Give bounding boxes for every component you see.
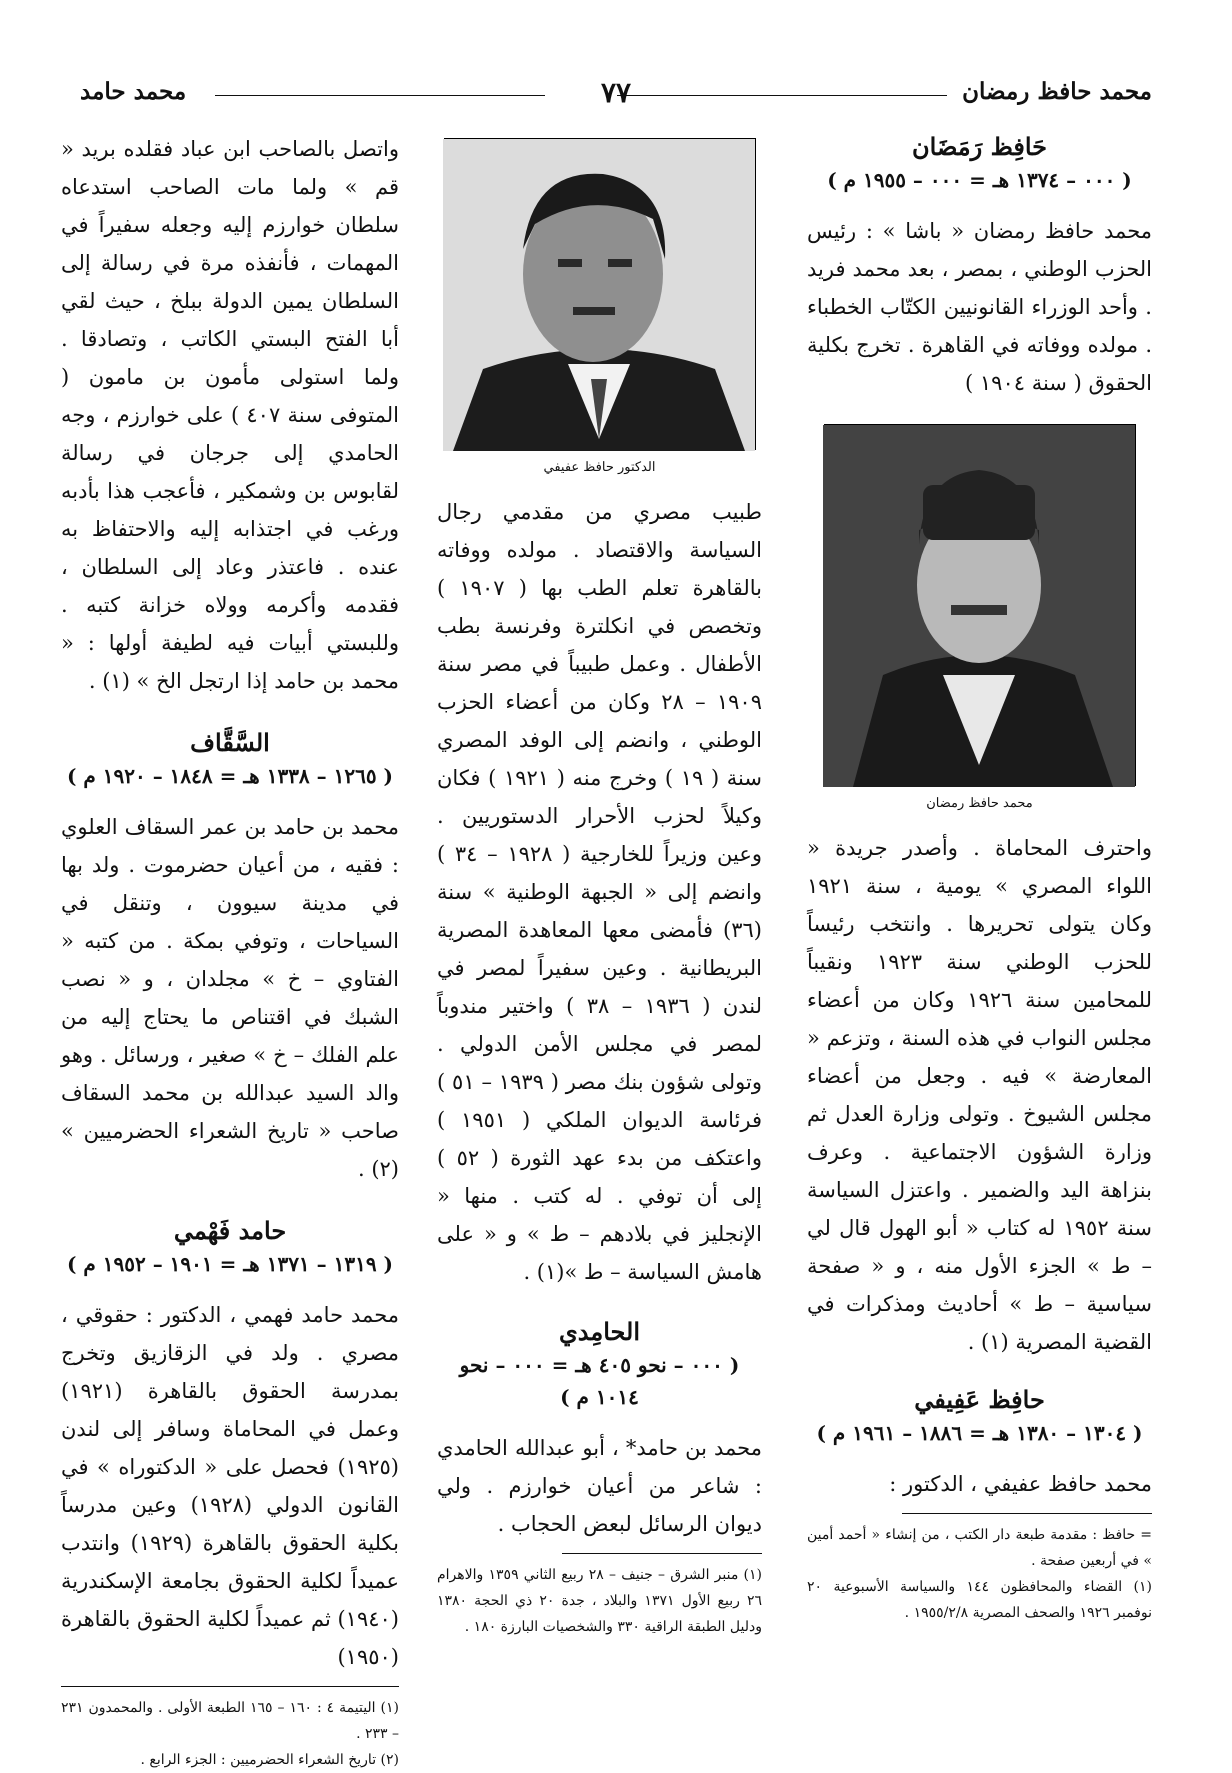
entry-title-hamidi: الحامِدي xyxy=(558,1317,641,1346)
entry-text-hamidi-cont: واتصل بالصاحب ابن عباد فقلده بريد « قم » ولما مات الصاحب استدعاه سلطان خوارزم إليه وجعله سفيراً في المهمات ، فأنفذه مرة في رسالة إلى السلطان يمين الدولة ببلخ ، حيث لقي أبا الفتح البستي الكاتب ، وتصادقا . ولما استولى مأمون بن مامون ( المتوفى سنة ٤٠٧ ) على خوارزم ، وجه الحامدي إلى جرجان في رسالة لقابوس بن وشمكير ، فأعجب هذا بأدبه ورغب في اجتذابه إليه والاحتفاظ به عنده . فاعتذر وعاد إلى السلطان ، فقدمه وأكرمه وولاه خزانة كتبه . وللبستي أبيات فيه لطيفة أولها : « محمد بن حامد إذا ارتجل الخ » (١) . xyxy=(61,137,399,693)
column-left xyxy=(61,130,399,1773)
portrait-photo-hafiz-afifi xyxy=(444,138,756,450)
running-head-left: محمد حامد xyxy=(80,78,187,105)
entry-text-hamid-fahmi: محمد حامد فهمي ، الدكتور : حقوقي ، مصري . ولد في الزقازيق وتخرج بمدرسة الحقوق بالقاهرة (١٩٢١) وعمل في المحاماة وسافر إلى لندن (١٩٢٥) فحصل على « الدكتوراه » في القانون الدولي (١٩٢٨) وعين مدرساً بكلية الحقوق بالقاهرة (١٩٢٩) وانتدب عميداً لكلية الحقوق بجامعة الإسكندرية (١٩٤٠) ثم عميداً لكلية الحقوق بالقاهرة (١٩٥٠) xyxy=(60,1303,399,1669)
footnote-middle: (١) منبر الشرق – جنيف – ٢٨ ربيع الثاني ١٣٥٩ والاهرام ٢٦ ربيع الأول ١٣٧١ والبلاد ، جدة ٢٠ ذي الحجة ١٣٨٠ ودليل الطبقة الراقية ٣٣٠ والشخصيات البارزة ١٨٠ . xyxy=(437,1567,763,1635)
entry-text-saqqaf: محمد بن حامد بن عمر السقاف العلوي : فقيه ، من أعيان حضرموت . ولد بها في مدينة سيوون ، وتنقل في السياحات ، وتوفي بمكة . من كتبه « الفتاوي – خ » مجلدان ، و « نصب الشبك في اقتناص ما يحتاج إليه من علم الفلك – خ » صغير ، ورسائل . وهو والد السيد عبدالله بن محمد السقاف صاحب « تاريخ الشعراء الحضرميين » (٢) . xyxy=(61,815,399,1181)
footnote-left-1: (١) اليتيمة ٤ : ١٦٠ – ١٦٥ الطبعة الأولى . والمحمدون ٢٣١ – ٢٣٣ . xyxy=(61,1700,399,1742)
entry-dates-hamidi: ( ٠٠٠ – نحو ٤٠٥ هـ = ٠٠٠ – نحو xyxy=(459,1353,740,1377)
header-rule-right xyxy=(617,95,947,96)
entry-text-hafiz-afifi-cont: طبيب مصري من مقدمي رجال السياسة والاقتصاد . مولده ووفاته بالقاهرة تعلم الطب بها ( ١٩٠٧ ) وتخصص في انكلترة وفرنسة بطب الأطفال . وعمل طبيباً في مصر سنة ١٩٠٩ – ٢٨ وكان من أعضاء الحزب الوطني ، وانضم إلى الوفد المصري سنة ( ١٩ ) وخرج منه ( ١٩٢١ ) فكان وكيلاً لحزب الأحرار الدستوريين . وعين وزيراً للخارجية ( ١٩٢٨ – ٣٤ ) وانضم إلى « الجبهة الوطنية » سنة (٣٦) فأمضى معها المعاهدة المصرية البريطانية . وعين سفيراً لمصر في لندن ( ١٩٣٦ – ٣٨ ) واختير مندوباً لمصر في مجلس الأمن الدولي . وتولى شؤون بنك مصر ( ١٩٣٩ – ٥١ ) فرئاسة الديوان الملكي ( ١٩٥١ ) واعتكف من بدء عهد الثورة ( ٥٢ ) إلى أن توفي . له كتب . منها « الإنجليز في بلادهم – ط » و « على هامش السياسة – ط »(١) . xyxy=(437,500,763,1284)
page-number: ٧٧ xyxy=(600,76,632,109)
footnote-rule-left xyxy=(61,1686,399,1687)
entry-dates-saqqaf: ( ١٢٦٥ – ١٣٣٨ هـ = ١٨٤٨ – ١٩٢٠ م ) xyxy=(66,764,394,788)
header-rule-left xyxy=(215,95,545,96)
entry-title-hamid-fahmi: حامد فَهْمي xyxy=(173,1216,287,1245)
page-header xyxy=(80,78,1152,112)
entry-title-saqqaf: السَّقَّاف xyxy=(190,728,270,757)
entry-title-hafiz-afifi: حافِظ عَفِيفي xyxy=(914,1385,1045,1414)
photo-caption-hafiz-afifi: الدكتور حافظ عفيفي xyxy=(543,460,656,475)
footnote-rule xyxy=(902,1513,1152,1514)
photo-caption-hafiz-ramadan: محمد حافظ رمضان xyxy=(926,796,1033,811)
footnote-2: (١) القضاء والمحافظون ١٤٤ والسياسة الأسبوعية ٢٠ نوفمبر ١٩٢٦ والصحف المصرية ١٩٥٥/٢/٨ . xyxy=(807,1579,1152,1621)
column-middle xyxy=(437,130,762,1640)
entry-dates-hafiz-afifi: ( ١٣٠٤ – ١٣٨٠ هـ = ١٨٨٦ – ١٩٦١ م ) xyxy=(816,1421,1143,1445)
entry-dates-hamid-fahmi: ( ١٣١٩ – ١٣٧١ هـ = ١٩٠١ – ١٩٥٢ م ) xyxy=(66,1252,394,1276)
entry-dates-hafiz-ramadan: ( ٠٠٠ – ١٣٧٤ هـ = ٠٠٠ – ١٩٥٥ م ) xyxy=(827,168,1132,192)
footnote-left-2: (٢) تاريخ الشعراء الحضرميين : الجزء الرابع . xyxy=(140,1752,399,1768)
entry-text-hafiz-ramadan-cont: واحترف المحاماة . وأصدر جريدة « اللواء المصري » يومية ، سنة ١٩٢١ وكان يتولى تحريرها . وانتخب رئيساً للحزب الوطني سنة ١٩٢٣ ونقيباً للمحامين سنة ١٩٢٦ وكان من أعضاء مجلس النواب في هذه السنة ، وتزعم « المعارضة » فيه . وجعل من أعضاء مجلس الشيوخ . وتولى وزارة العدل ثم وزارة الشؤون الاجتماعية . وعرف بنزاهة اليد والضمير . واعتزل السياسة سنة ١٩٥٢ له كتاب « أبو الهول قال لي – ط » الجزء الأول منه ، و « صفحة سياسية – ط » أحاديث ومذكرات في القضية المصرية (١) . xyxy=(807,836,1153,1354)
entry-text-hamidi: محمد بن حامد* ، أبو عبدالله الحامدي : شاعر من أعيان خوارزم . ولي ديوان الرسائل لبعض الحجاب . xyxy=(437,1436,762,1536)
entry-title-hafiz-ramadan: حَافِظ رَمَضَان xyxy=(912,132,1047,161)
entry-text-hafiz-afifi: محمد حافظ عفيفي ، الدكتور : xyxy=(889,1472,1152,1496)
entry-dates-hamidi-2: ١٠١٤ م ) xyxy=(560,1385,639,1409)
entry-text-hafiz-ramadan: محمد حافظ رمضان « باشا » : رئيس الحزب الوطني ، بمصر ، بعد محمد فريد . وأحد الوزراء القانونيين الكتّاب الخطباء . مولده ووفاته في القاهرة . تخرج بكلية الحقوق ( سنة ١٩٠٤ ) xyxy=(807,219,1152,395)
portrait-photo-hafiz-ramadan xyxy=(824,424,1136,786)
running-head-right: محمد حافظ رمضان xyxy=(962,78,1152,105)
footnote-1: = حافظ : مقدمة طبعة دار الكتب ، من إنشاء « أحمد أمين » في أربعين صفحة . xyxy=(807,1527,1152,1569)
footnote-rule-middle xyxy=(562,1553,762,1554)
column-right xyxy=(807,130,1152,1626)
